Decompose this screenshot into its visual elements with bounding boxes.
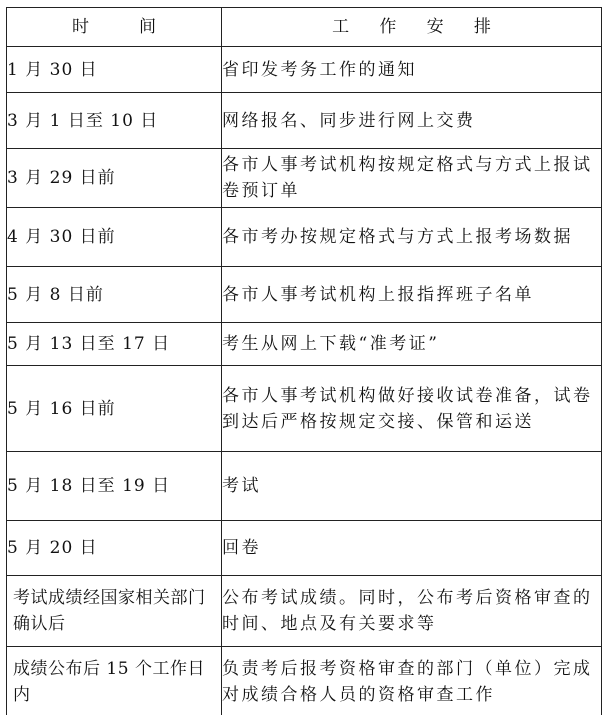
table-row (7, 452, 602, 521)
time-cell: 成绩公布后 15 个工作日内 (7, 647, 222, 715)
work-cell: 各市人事考试机构按规定格式与方式上报试卷预订单 (222, 149, 602, 208)
table-row (7, 323, 602, 366)
work-cell: 网络报名、同步进行网上交费 (222, 93, 602, 149)
header-char: 时 (72, 17, 89, 37)
time-cell: 3 月 29 日前 (7, 149, 222, 208)
work-cell: 考生从网上下载“准考证” (222, 323, 602, 366)
work-cell: 负责考后报考资格审查的部门（单位）完成对成绩合格人员的资格审查工作 (222, 647, 602, 715)
header-char: 工 (332, 17, 350, 37)
table-row (7, 47, 602, 93)
table-row (7, 149, 602, 208)
time-cell: 5 月 16 日前 (7, 366, 222, 452)
table-row (7, 576, 602, 647)
table-row (7, 521, 602, 576)
time-cell: 1 月 30 日 (7, 47, 222, 93)
time-cell: 5 月 18 日至 19 日 (7, 452, 222, 521)
time-column-header (7, 8, 222, 47)
table-row (7, 267, 602, 323)
time-cell: 考试成绩经国家相关部门确认后 (7, 576, 222, 647)
time-cell: 4 月 30 日前 (7, 208, 222, 267)
work-cell: 各市考办按规定格式与方式上报考场数据 (222, 208, 602, 267)
time-cell: 3 月 1 日至 10 日 (7, 93, 222, 149)
work-cell: 回卷 (222, 521, 602, 576)
work-cell: 各市人事考试机构做好接收试卷准备，试卷到达后严格按规定交接、保管和运送 (222, 366, 602, 452)
header-char: 排 (473, 17, 491, 37)
work-cell: 考试 (222, 452, 602, 521)
header-char: 安 (426, 17, 444, 37)
header-char: 间 (139, 17, 156, 37)
exam-schedule-table (6, 7, 602, 715)
table-row (7, 366, 602, 452)
table-row (7, 647, 602, 715)
work-cell: 省印发考务工作的通知 (222, 47, 602, 93)
time-cell: 5 月 20 日 (7, 521, 222, 576)
table-row (7, 93, 602, 149)
header-char: 作 (379, 17, 397, 37)
work-cell: 各市人事考试机构上报指挥班子名单 (222, 267, 602, 323)
time-cell: 5 月 13 日至 17 日 (7, 323, 222, 366)
header-row (7, 8, 602, 47)
time-cell: 5 月 8 日前 (7, 267, 222, 323)
table-row (7, 208, 602, 267)
work-cell: 公布考试成绩。同时，公布考后资格审查的时间、地点及有关要求等 (222, 576, 602, 647)
work-column-header (222, 8, 602, 47)
